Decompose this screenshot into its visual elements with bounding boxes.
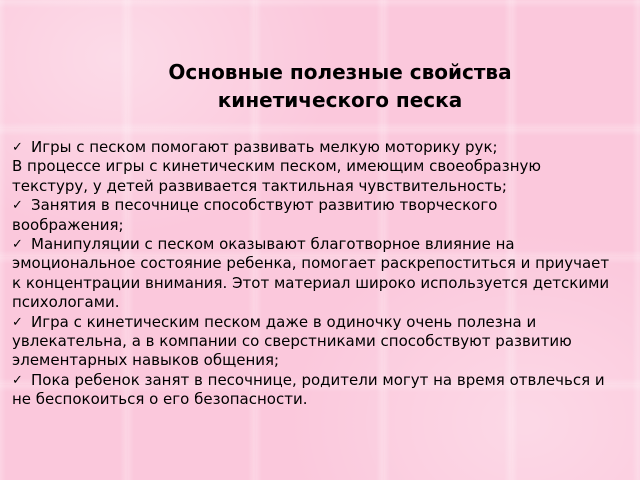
benefits-list xyxy=(12,138,612,410)
slide-title: Основные полезные свойства кинетического песка xyxy=(168,60,512,112)
list-item xyxy=(12,157,612,196)
list-item xyxy=(12,235,612,313)
list-item-text: Игра с кинетическим песком даже в одиночку очень полезна и увлекательна, а в компании со сверстниками способствуют развитию элементарных навыков общения; xyxy=(12,312,572,370)
list-item-text: Игры с песком помогают развивать мелкую моторику рук; xyxy=(31,138,498,156)
checkmark-icon: ✓ xyxy=(12,237,23,253)
list-item-text: Пока ребенок занят в песочнице, родители могут на время отвлечься и не беспокоиться о его безопасности. xyxy=(12,370,605,409)
checkmark-icon: ✓ xyxy=(12,198,23,214)
list-item-text: В процессе игры с кинетическим песком, имеющим своеобразную текстуру, у детей развивается тактильная чувствительность; xyxy=(12,157,542,195)
checkmark-icon: ✓ xyxy=(12,314,23,330)
checkmark-icon: ✓ xyxy=(12,372,23,388)
list-item-text: Занятия в песочнице способствуют развитию творческого воображения; xyxy=(12,196,498,234)
list-item xyxy=(12,138,612,157)
list-item xyxy=(12,371,612,410)
checkmark-icon: ✓ xyxy=(12,140,23,155)
list-item xyxy=(12,313,612,371)
list-item-text: Манипуляции с песком оказывают благотворное влияние на эмоциональное состояние ребенка, помогает раскрепоститься и приучает к концентрации внимания. Этот материал широко используется детскими психологами. xyxy=(12,235,610,312)
list-item xyxy=(12,196,612,235)
